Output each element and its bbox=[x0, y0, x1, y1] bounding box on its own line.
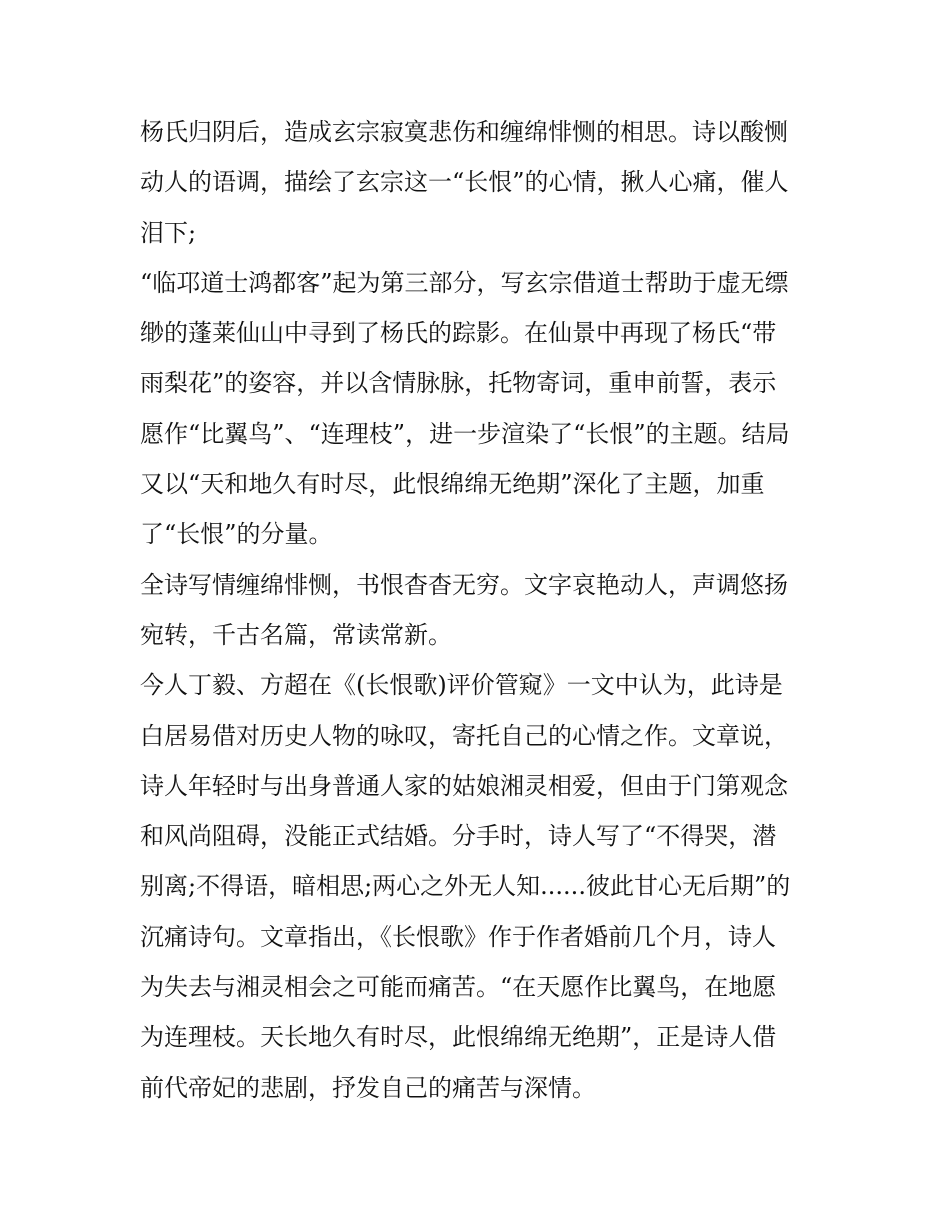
text-line: 动人的语调，描绘了玄宗这一“长恨”的心情，揪人心痛，催人 bbox=[140, 168, 789, 197]
text-line: 泪下; bbox=[140, 218, 197, 247]
text-line: 全诗写情缠绵悱恻，书恨杳杳无穷。文字哀艳动人，声调悠扬 bbox=[140, 570, 788, 599]
text-line: 为连理枝。天长地久有时尽，此恨绵绵无绝期”，正是诗人借 bbox=[140, 1023, 777, 1052]
text-line: 杨氏归阴后，造成玄宗寂寞悲伤和缠绵悱恻的相思。诗以酸恻 bbox=[140, 118, 788, 146]
text-line: 白居易借对历史人物的咏叹，寄托自己的心情之作。文章说， bbox=[140, 721, 788, 750]
text-line: 前代帝妃的悲剧，抒发自己的痛苦与深情。 bbox=[140, 1073, 596, 1102]
text-line: “临邛道士鸿都客”起为第三部分，写玄宗借道士帮助于虚无缥 bbox=[140, 268, 789, 297]
text-line: 雨梨花”的姿容，并以含情脉脉，托物寄词，重申前誓，表示 bbox=[140, 369, 777, 398]
text-line: 别离;不得语，暗相思;两心之外无人知......彼此甘心无后期”的 bbox=[140, 872, 791, 901]
text-line: 和风尚阻碍，没能正式结婚。分手时，诗人写了“不得哭，潜 bbox=[140, 822, 777, 851]
text-line: 宛转，千古名篇，常读常新。 bbox=[140, 620, 452, 649]
text-line: 缈的蓬莱仙山中寻到了杨氏的踪影。在仙景中再现了杨氏“带 bbox=[140, 319, 777, 348]
text-line: 为失去与湘灵相会之可能而痛苦。“在天愿作比翼鸟，在地愿 bbox=[140, 973, 777, 1002]
text-line: 愿作“比翼鸟”、“连理枝”，进一步渲染了“长恨”的主题。结局 bbox=[140, 419, 790, 448]
text-line: 沉痛诗句。文章指出，《长恨歌》作于作者婚前几个月，诗人 bbox=[140, 922, 776, 951]
text-line: 今人丁毅、方超在《(长恨歌)评价管窥》一文中认为，此诗是 bbox=[140, 671, 783, 700]
text-line: 了“长恨”的分量。 bbox=[140, 520, 333, 549]
text-line: 又以“天和地久有时尽，此恨绵绵无绝期”深化了主题，加重 bbox=[140, 470, 765, 499]
text-line: 诗人年轻时与出身普通人家的姑娘湘灵相爱，但由于门第观念 bbox=[140, 771, 788, 800]
body-text bbox=[140, 107, 830, 1113]
